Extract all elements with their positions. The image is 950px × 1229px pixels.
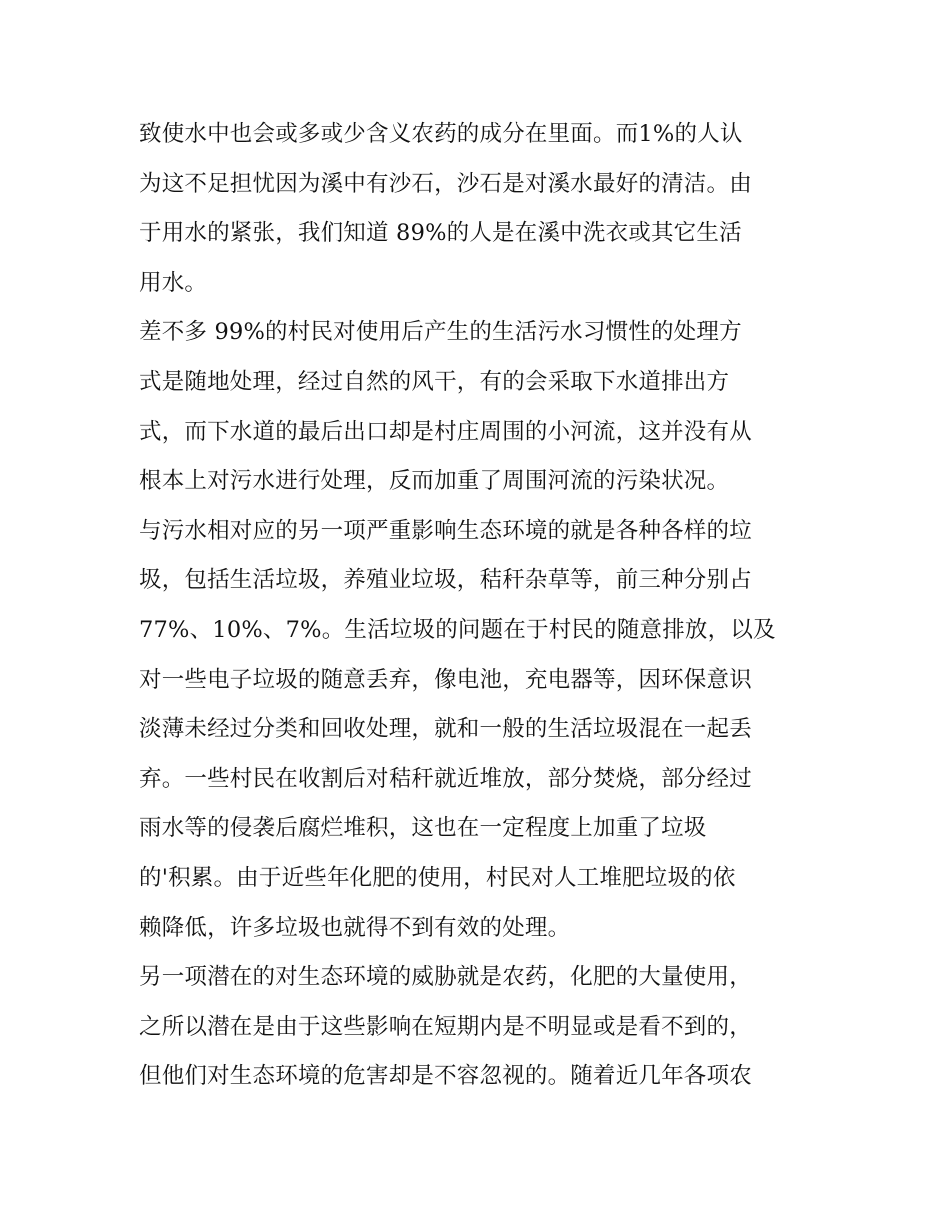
text-line: 与污水相对应的另一项严重影响生态环境的就是各种各样的垃 [139,517,752,544]
text-line: 另一项潜在的对生态环境的威胁就是农药，化肥的大量使用， [139,964,752,991]
text-line: 之所以潜在是由于这些影响在短期内是不明显或是看不到的， [139,1013,752,1040]
text-line: 用水。 [139,269,208,296]
text-line: 弃。一些村民在收割后对秸秆就近堆放，部分焚烧，部分经过 [139,765,752,792]
text-line: 圾，包括生活垃圾，养殖业垃圾，秸秆杂草等，前三种分别占 [139,567,752,594]
text-line: 77%、10%、7%。生活垃圾的问题在于村民的随意排放，以及 [139,616,776,643]
text-line: 式是随地处理，经过自然的风干，有的会采取下水道排出方 [139,368,730,395]
text-line: 雨水等的侵袭后腐烂堆积，这也在一定程度上加重了垃圾 [139,815,707,842]
text-line: 致使水中也会或多或少含义农药的成分在里面。而1%的人认 [139,121,743,147]
text-line: 赖降低，许多垃圾也就得不到有效的处理。 [139,914,571,941]
text-line: 但他们对生态环境的危害却是不容忽视的。随着近几年各项农 [139,1063,752,1090]
text-line: 对一些电子垃圾的随意丢弃，像电池，充电器等，因环保意识 [139,666,752,693]
text-line: 差不多 99%的村民对使用后产生的生活污水习惯性的处理方 [139,319,742,346]
text-line: 的'积累。由于近些年化肥的使用，村民对人工堆肥垃圾的依 [139,864,736,891]
text-line: 式，而下水道的最后出口却是村庄周围的小河流，这并没有从 [139,418,752,445]
body-text [139,110,819,1102]
text-line: 根本上对污水进行处理，反而加重了周围河流的污染状况。 [139,468,730,495]
text-line: 于用水的紧张，我们知道 89%的人是在溪中洗衣或其它生活 [139,220,742,247]
text-line: 为这不足担忧因为溪中有沙石，沙石是对溪水最好的清洁。由 [139,170,752,197]
text-line: 淡薄未经过分类和回收处理，就和一般的生活垃圾混在一起丢 [139,716,752,743]
